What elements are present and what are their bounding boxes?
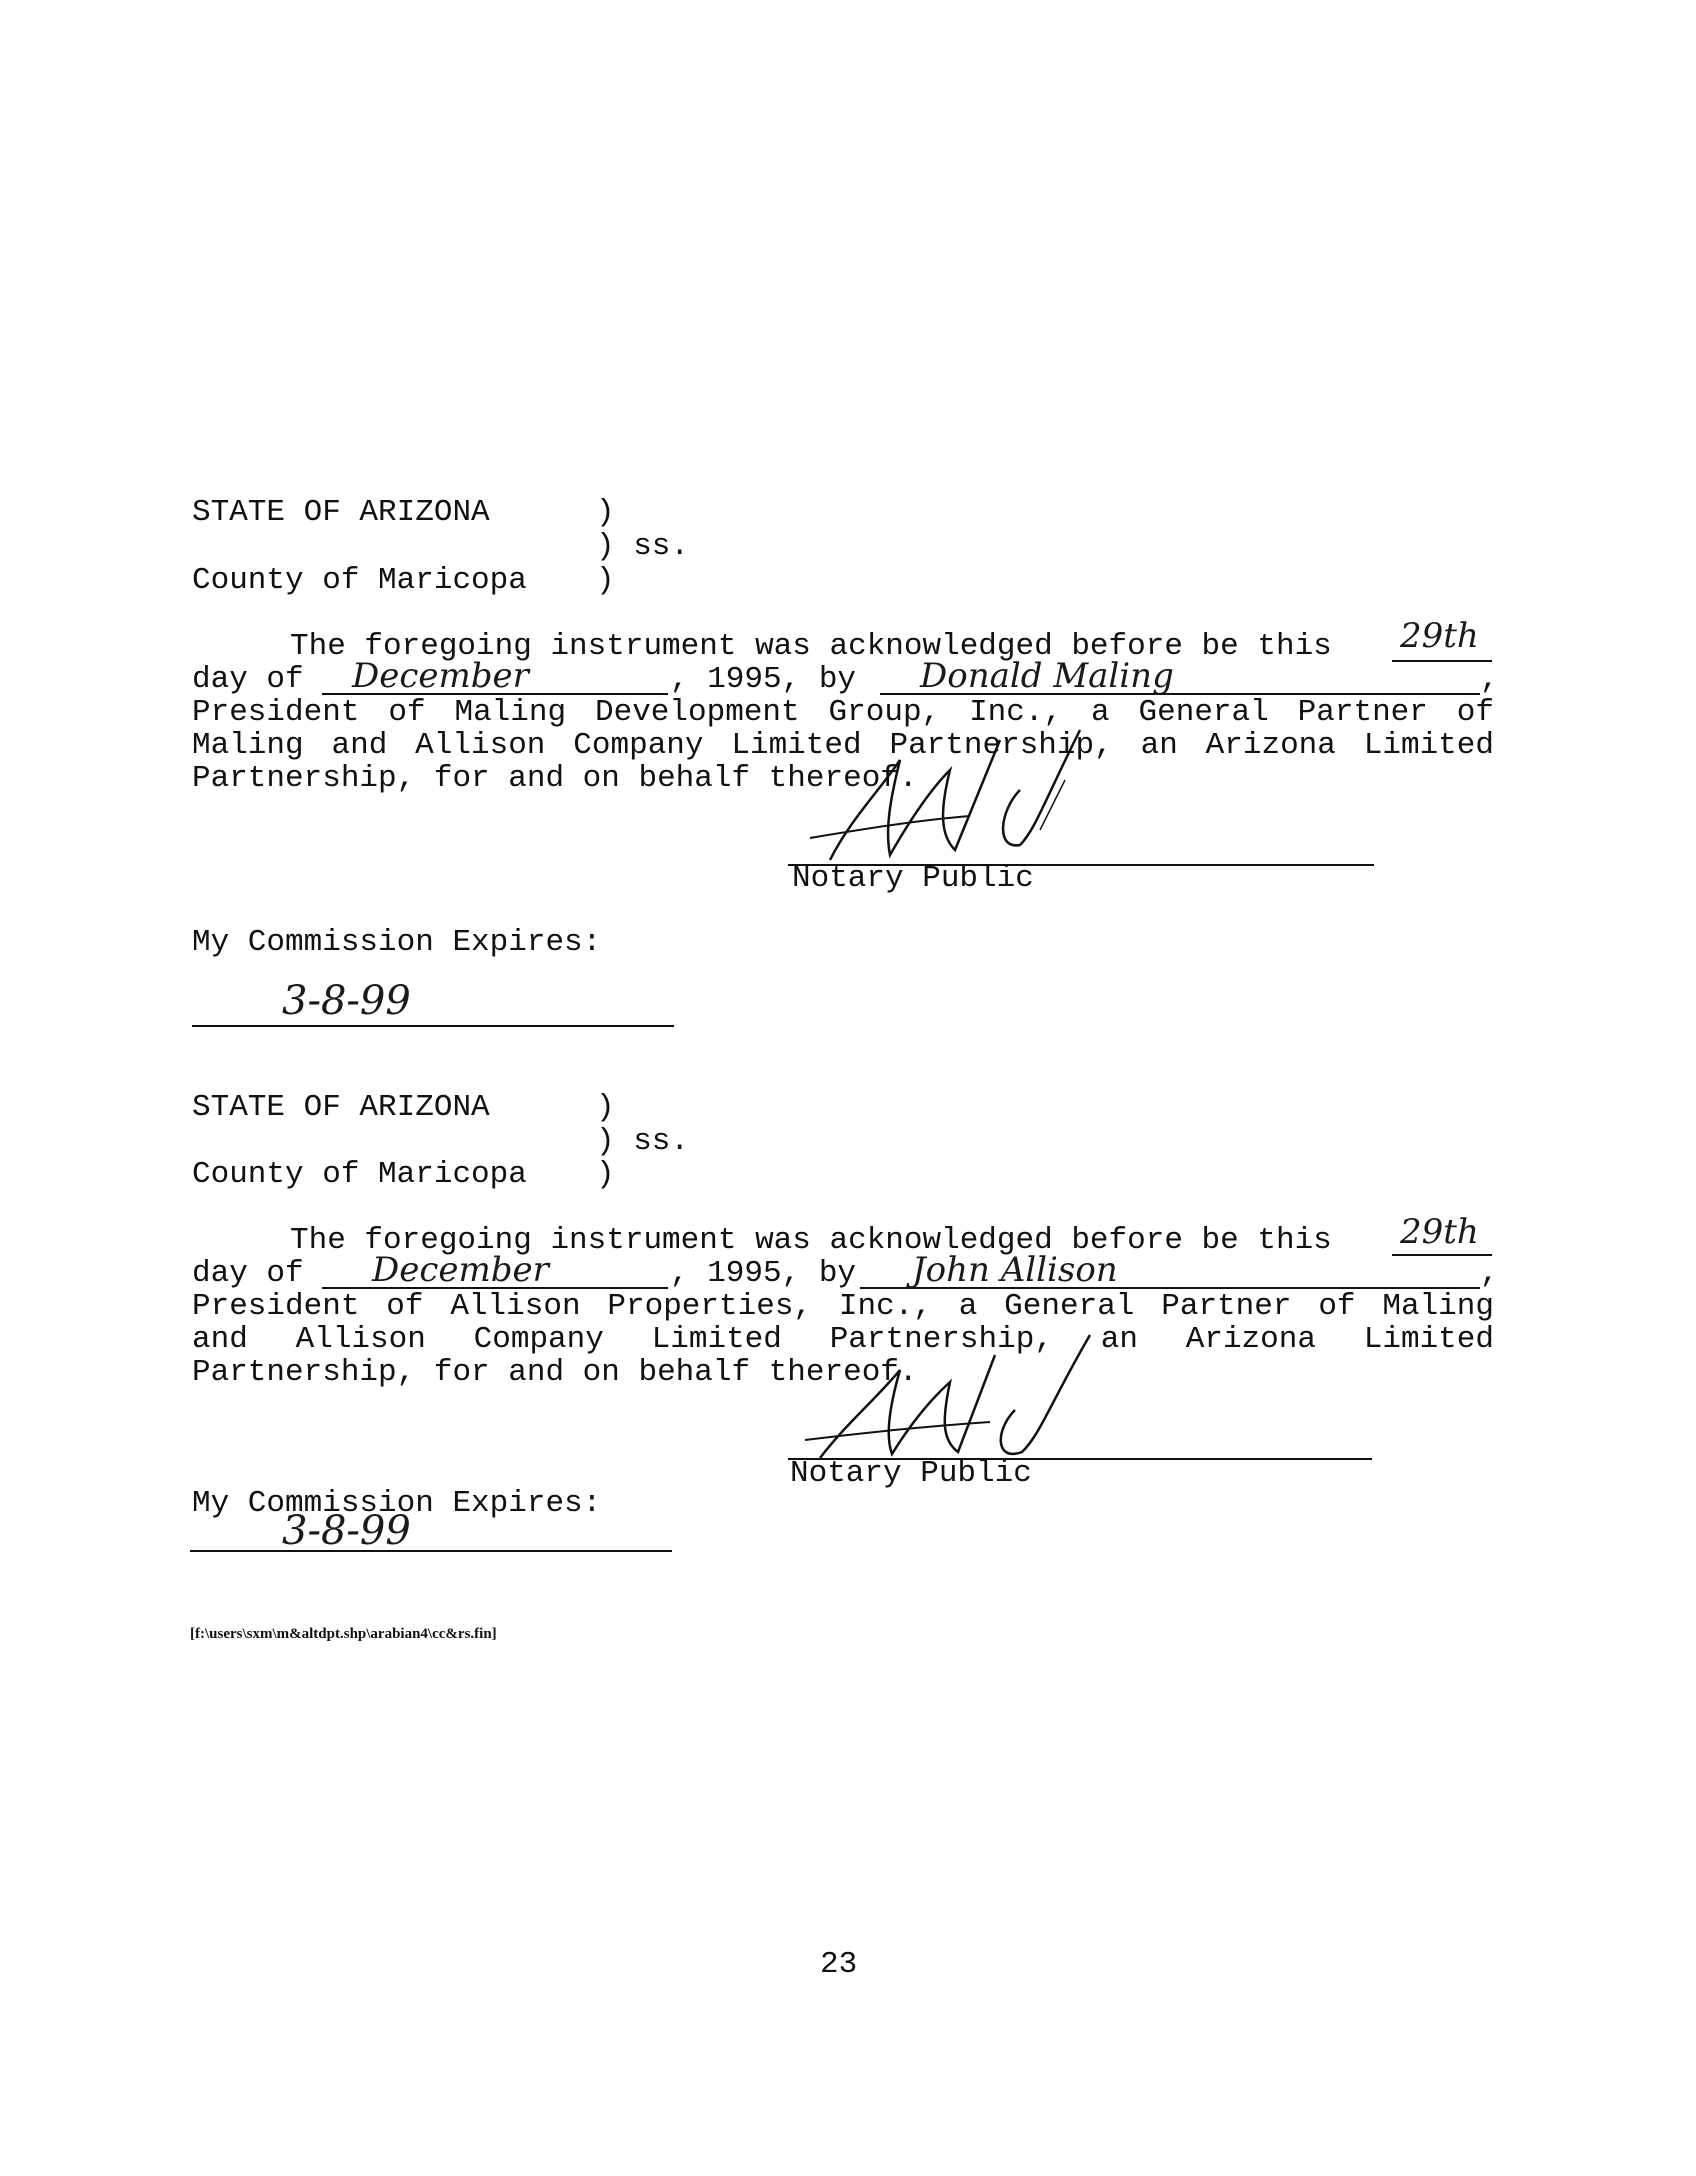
state-heading: STATE OF ARIZONA — [192, 495, 490, 530]
venue-paren: ) — [596, 1157, 615, 1192]
notary-public-label: Notary Public — [790, 1456, 1032, 1491]
year-by-text: , 1995, by — [670, 1256, 857, 1291]
commission-expires-label: My Commission Expires: — [192, 925, 602, 960]
handwritten-day: 29th — [1400, 1212, 1479, 1252]
acknowledgment-text: The foregoing instrument was acknowledged before be this — [290, 1223, 1332, 1258]
day-of-label: day of — [192, 662, 304, 697]
venue-paren: ) — [596, 1090, 615, 1125]
handwritten-month: December — [352, 656, 529, 696]
comma: , — [1480, 1256, 1499, 1291]
venue-paren: ) — [596, 563, 615, 598]
commission-date-line — [192, 1025, 674, 1027]
state-heading: STATE OF ARIZONA — [192, 1090, 490, 1125]
notary-signature — [790, 1330, 1110, 1470]
page-number: 23 — [820, 1947, 858, 1982]
county-heading: County of Maricopa — [192, 1157, 527, 1192]
county-heading: County of Maricopa — [192, 563, 527, 598]
acknowledgment-text: The foregoing instrument was acknowledged before be this — [290, 629, 1332, 664]
commission-date-line — [190, 1550, 672, 1552]
commission-expires-label: My Commission Expires: — [192, 1486, 602, 1521]
handwritten-day: 29th — [1400, 616, 1479, 656]
day-of-label: day of — [192, 1256, 304, 1291]
handwritten-commission-date: 3-8-99 — [282, 1508, 411, 1554]
file-path-footer: [f:\users\sxm\m&altdpt.shp\arabian4\cc&rs.fin] — [190, 1626, 497, 1642]
acknowledgment-line: Partnership, for and on behalf thereof. — [192, 761, 918, 796]
acknowledgment-line: Maling and Allison Company Limited Partnership, an Arizona Limited — [192, 728, 1494, 763]
acknowledgment-line: President of Maling Development Group, Inc., a General Partner of — [192, 695, 1494, 730]
day-blank — [1392, 660, 1492, 662]
acknowledgment-line: President of Allison Properties, Inc., a General Partner of Maling — [192, 1289, 1494, 1324]
handwritten-name: Donald Maling — [920, 656, 1174, 696]
handwritten-name: John Allison — [912, 1250, 1118, 1290]
venue-paren: ) — [596, 495, 615, 530]
acknowledgment-line: and Allison Company Limited Partnership, an Arizona Limited — [192, 1322, 1494, 1357]
handwritten-commission-date: 3-8-99 — [282, 978, 411, 1024]
notary-public-label: Notary Public — [792, 861, 1034, 896]
comma: , — [1480, 662, 1499, 697]
year-by-text: , 1995, by — [670, 662, 857, 697]
ss-label: ) ss. — [596, 529, 690, 564]
notary-signature — [790, 720, 1110, 870]
acknowledgment-line: Partnership, for and on behalf thereof. — [192, 1355, 918, 1390]
day-blank — [1392, 1254, 1492, 1256]
ss-label: ) ss. — [596, 1124, 690, 1159]
handwritten-month: December — [372, 1250, 549, 1290]
